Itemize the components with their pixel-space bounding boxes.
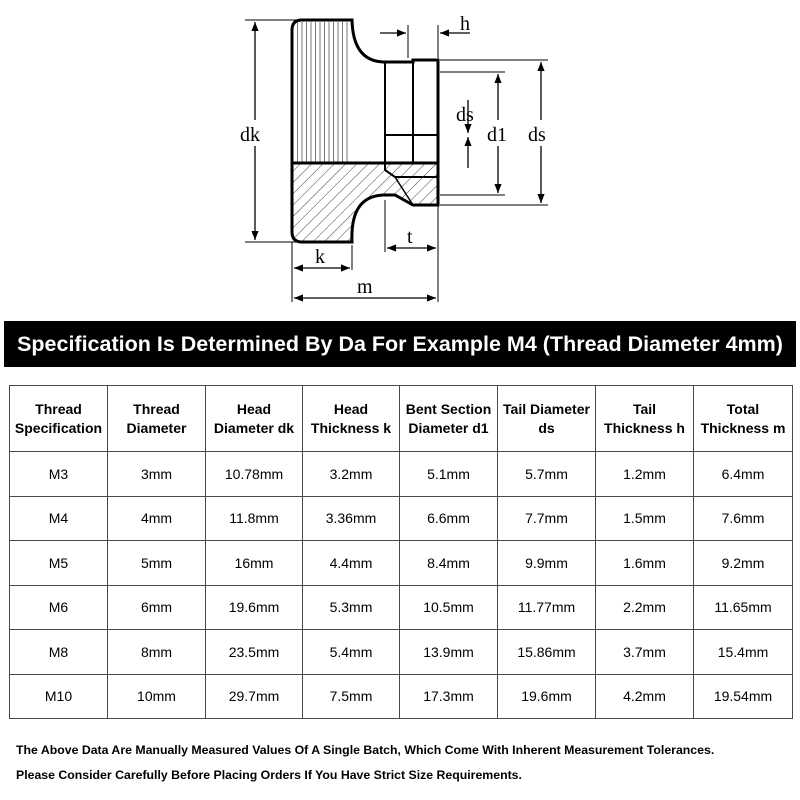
- table-cell: 3.7mm: [596, 630, 694, 675]
- table-cell: 29.7mm: [206, 674, 303, 719]
- table-cell: 2.2mm: [596, 585, 694, 630]
- dim-label-ds-inner: ds: [456, 104, 474, 126]
- table-cell: 11.65mm: [694, 585, 793, 630]
- table-cell: 5.7mm: [498, 452, 596, 497]
- table-cell: 10.78mm: [206, 452, 303, 497]
- header-thread-diameter: Thread Diameter: [108, 386, 206, 452]
- specification-table: [9, 385, 793, 719]
- table-cell: 6.6mm: [400, 496, 498, 541]
- table-cell: 1.5mm: [596, 496, 694, 541]
- table-cell: 5.4mm: [303, 630, 400, 675]
- table-cell: 16mm: [206, 541, 303, 586]
- measurement-notes: [16, 738, 796, 788]
- table-cell: 10mm: [108, 674, 206, 719]
- table-cell: 10.5mm: [400, 585, 498, 630]
- table-cell: 23.5mm: [206, 630, 303, 675]
- table-row: [10, 585, 793, 630]
- table-cell: M6: [10, 585, 108, 630]
- note-line-tolerances: The Above Data Are Manually Measured Values Of A Single Batch, Which Come With Inherent Measurement Tolerances.: [16, 743, 715, 757]
- table-cell: M8: [10, 630, 108, 675]
- header-tail-diameter: Tail Diameter ds: [498, 386, 596, 452]
- table-cell: 11.77mm: [498, 585, 596, 630]
- table-cell: 1.2mm: [596, 452, 694, 497]
- table-cell: 4.2mm: [596, 674, 694, 719]
- header-total-thickness: Total Thickness m: [694, 386, 793, 452]
- nut-upper-half: [292, 20, 438, 163]
- specification-banner: Specification Is Determined By Da For Example M4 (Thread Diameter 4mm): [4, 321, 796, 367]
- table-cell: 17.3mm: [400, 674, 498, 719]
- note-line-consider: Please Consider Carefully Before Placing Orders If You Have Strict Size Requirements.: [16, 768, 522, 782]
- table-cell: 6mm: [108, 585, 206, 630]
- table-cell: 3.36mm: [303, 496, 400, 541]
- table-cell: 5.3mm: [303, 585, 400, 630]
- nut-section-half: [292, 163, 438, 242]
- table-cell: M4: [10, 496, 108, 541]
- table-cell: 4.4mm: [303, 541, 400, 586]
- table-cell: M5: [10, 541, 108, 586]
- table-row: [10, 630, 793, 675]
- table-cell: 7.6mm: [694, 496, 793, 541]
- table-cell: 1.6mm: [596, 541, 694, 586]
- table-cell: 4mm: [108, 496, 206, 541]
- dim-label-h: h: [460, 13, 470, 35]
- header-bent-section-diameter: Bent Section Diameter d1: [400, 386, 498, 452]
- table-cell: 7.5mm: [303, 674, 400, 719]
- table-row: [10, 674, 793, 719]
- table-cell: 6.4mm: [694, 452, 793, 497]
- dim-label-ds-outer: ds: [528, 124, 546, 146]
- table-cell: 9.9mm: [498, 541, 596, 586]
- table-cell: 19.6mm: [498, 674, 596, 719]
- table-cell: 15.86mm: [498, 630, 596, 675]
- dim-label-t: t: [407, 226, 413, 248]
- dim-label-d1: d1: [487, 124, 507, 146]
- table-cell: 3.2mm: [303, 452, 400, 497]
- table-cell: 5.1mm: [400, 452, 498, 497]
- table-row: [10, 541, 793, 586]
- table-cell: 19.6mm: [206, 585, 303, 630]
- dim-label-dk: dk: [240, 124, 260, 146]
- table-row: [10, 496, 793, 541]
- thumb-nut-technical-drawing: [0, 0, 800, 310]
- table-cell: 7.7mm: [498, 496, 596, 541]
- header-head-diameter: Head Diameter dk: [206, 386, 303, 452]
- table-cell: 3mm: [108, 452, 206, 497]
- table-cell: 5mm: [108, 541, 206, 586]
- table-cell: M10: [10, 674, 108, 719]
- dim-label-m: m: [357, 276, 373, 298]
- table-cell: 8mm: [108, 630, 206, 675]
- table-cell: M3: [10, 452, 108, 497]
- dim-label-k: k: [315, 246, 325, 268]
- table-cell: 11.8mm: [206, 496, 303, 541]
- table-cell: 9.2mm: [694, 541, 793, 586]
- table-header-row: [10, 386, 793, 452]
- table-row: [10, 452, 793, 497]
- header-tail-thickness: Tail Thickness h: [596, 386, 694, 452]
- table-cell: 13.9mm: [400, 630, 498, 675]
- table-cell: 15.4mm: [694, 630, 793, 675]
- header-head-thickness: Head Thickness k: [303, 386, 400, 452]
- header-thread-specification: Thread Specification: [10, 386, 108, 452]
- table-cell: 8.4mm: [400, 541, 498, 586]
- table-cell: 19.54mm: [694, 674, 793, 719]
